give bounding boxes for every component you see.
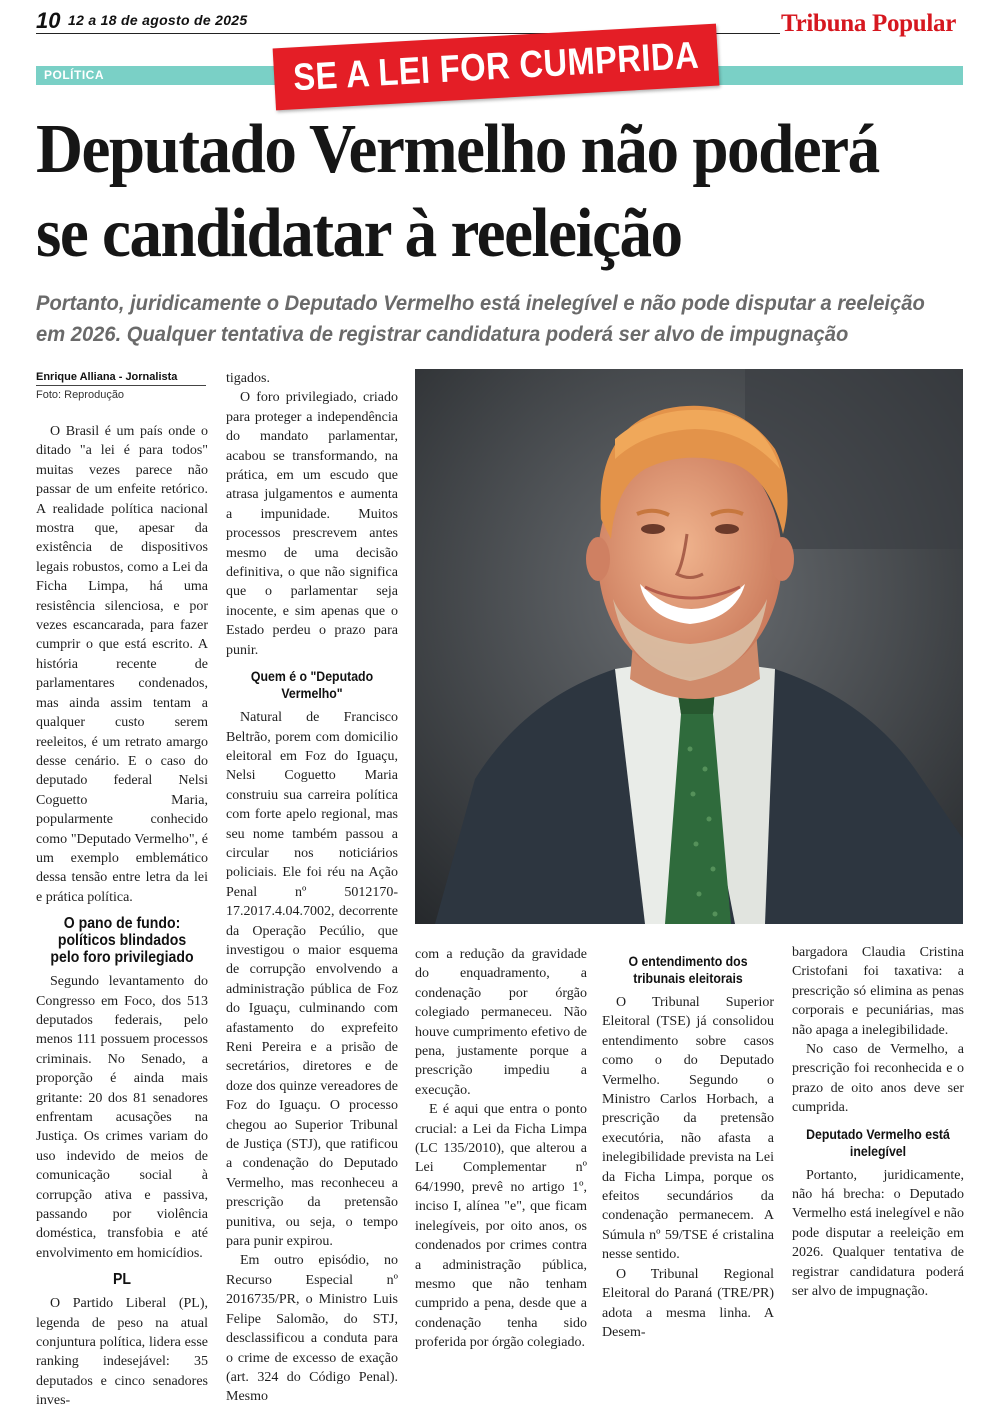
subheading: O entendimento dos tribunais eleitorais [628, 953, 748, 986]
paragraph: O foro privilegiado, criado para proteger a independência do mandato parlamentar, acabou se transformando, na prática, em um escudo que atrasa julgamentos e aumenta a impunidade. Muitos processos prescrevem antes mesmo de uma decisão definitiva, o que não significa que o parlamentar seja inocente, e sim apenas que o Estado perdeu o prazo para punir. [226, 390, 398, 658]
paragraph: Segundo levantamento do Congresso em Foco, dos 513 deputados federais, pelo menos 111 possuem processos criminais. No Senado, a proporção é ainda mais gritante: 20 dos 81 senadores enfrentam acusações na Justiça. Os crimes variam do uso indevido de meios de comunicação social à corrupção ativa e passiva, passando por violência doméstica, transfobia e até envolvimento em homicídios. [36, 974, 208, 1261]
paragraph: O Brasil é um país onde o ditado "a lei é para todos" muitas vezes parece não passar de um enfeite retórico. A realidade política nacional mostra que, apesar da existência de dispositivos legais robustos, como a Lei da Ficha Limpa, há uma resistência silenciosa, e por vezes escancarada, para fazer cumprir o que está escrito. A história recente de parlamentares condenados, mas ainda assim tentam a qualquer custo serem reeleitos, é um retrato amargo desse cenário. E o caso do deputado federal Nelsi Coguetto Maria, popularmente conhecido como "Deputado Vermelho", é um exemplo emblemático dessa tensão entre letra da lei e prática política. [36, 424, 208, 905]
subheading: Quem é o "Deputado Vermelho" [250, 668, 374, 702]
subheading: Deputado Vermelho está inelegível [806, 1125, 950, 1159]
deputy-portrait-illustration [415, 369, 963, 924]
paragraph: Em outro episódio, no Recurso Especial nº 2016735/PR, o Ministro Luis Felipe Salomão, do STJ, desclassificou a conduta para o crime de excesso de exação (art. 324 do Código Penal). Mesmo [226, 1253, 398, 1405]
subheading: O pano de fundo: políticos blindados pelo foro privilegiado [50, 915, 194, 967]
paragraph: O Tribunal Regional Eleitoral do Paraná (TRE/PR) adota a mesma linha. A Desem- [602, 1266, 774, 1340]
headline: Deputado Vermelho não poderá se candidatar à reeleição [36, 111, 879, 272]
page-number: 10 [36, 8, 61, 33]
issue-date: 12 a 18 de agosto de 2025 [68, 12, 248, 28]
paragraph: E é aqui que entra o ponto crucial: a Lei da Ficha Limpa (LC 135/2010), que alterou a Lei Complementar nº 64/1990, prevê no artigo 1º, inciso I, alínea "e", que ficam inelegíveis, por oito anos, os condenados por crimes contra a administração pública, mesmo que não tenham cumprido a pena, desde que a condenação tenha sido proferida por órgão colegiado. [415, 1102, 587, 1351]
article-column-3 [415, 945, 587, 1353]
kicker-stamp [273, 24, 720, 111]
paragraph: O Partido Liberal (PL), legenda de peso na atual conjuntura política, lidera esse ranking indesejável: 35 deputados e cinco senadores inves- [36, 1296, 208, 1409]
paragraph: com a redução da gravidade do enquadramento, a condenação por órgão colegiado permaneceu. Não houve cumprimento efetivo de pena, justamente porque a prescrição impediu a execução. [415, 947, 587, 1098]
paragraph: O Tribunal Superior Eleitoral (TSE) já consolidou entendimento sobre casos como o do Deputado Vermelho. Segundo o Ministro Carlos Horbach, a prescrição da pretensão executória, não afasta a inelegibilidade prevista na Lei da Ficha Limpa, porque os efeitos secundários da condenação permanecem. A Súmula nº 59/TSE é cristalina nesse sentido. [602, 995, 774, 1263]
deputy-photo [415, 369, 963, 924]
subheading: PL [112, 1271, 131, 1289]
paragraph: Portanto, juridicamente, não há brecha: o Deputado Vermelho está inelegível e não pode disputar a reeleição em 2026. Qualquer tentativa de registrar candidatura poderá ser alvo de impugnação. [792, 1167, 964, 1300]
article-column-4 [602, 945, 774, 1342]
paragraph: No caso de Vermelho, a prescrição foi reconhecida e o prazo de oito anos deve ser cumprida. [792, 1042, 964, 1116]
paragraph: Natural de Francisco Beltrão, porem com domicilio eleitoral em Foz do Iguaçu, Nelsi Coguetto Maria construiu sua carreira política com forte apelo regional, mas seu nome também passou a circular nos noticiários policiais. Ele foi réu na Ação Penal nº 5012170-17.2017.4.04.7002, decorrente da Operação Pecúlio, que investigou o maior esquema de corrupção envolvendo a administração pública de Foz do Iguaçu, culminando com afastamento do exprefeito Reni Pereira e a prisão de secretários, diretores e de doze dos quinze vereadores de Foz do Iguaçu. O processo chegou ao Superior Tribunal de Justiça (STJ), que ratificou a condenação do Deputado Vermelho, mas reconheceu a prescrição da pretensão punitiva, ou seja, o tempo para punir expirou. [226, 710, 398, 1250]
article-column-2 [226, 369, 398, 1407]
article-column-5 [792, 943, 964, 1302]
subheadline: Portanto, juridicamente o Deputado Vermelho está inelegível e não pode disputar a reeleição em 2026. Qualquer tentativa de registrar candidatura poderá ser alvo de impugnação [36, 292, 925, 346]
article-column-1 [36, 422, 208, 1411]
photo-credit: Foto: Reprodução [36, 389, 125, 401]
section-label: POLÍTICA [44, 68, 104, 82]
paragraph: tigados. [226, 371, 270, 386]
byline-author: Enrique Alliana - Jornalista [36, 371, 206, 386]
paragraph: bargadora Claudia Cristina Cristofani foi taxativa: a prescrição só elimina as penas corporais e pecuniárias, mas não apaga a inelegibilidade. [792, 945, 964, 1038]
newspaper-logo: Tribuna Popular [781, 10, 956, 37]
kicker-stamp-text: SE A LEI FOR CUMPRIDA [292, 34, 700, 99]
